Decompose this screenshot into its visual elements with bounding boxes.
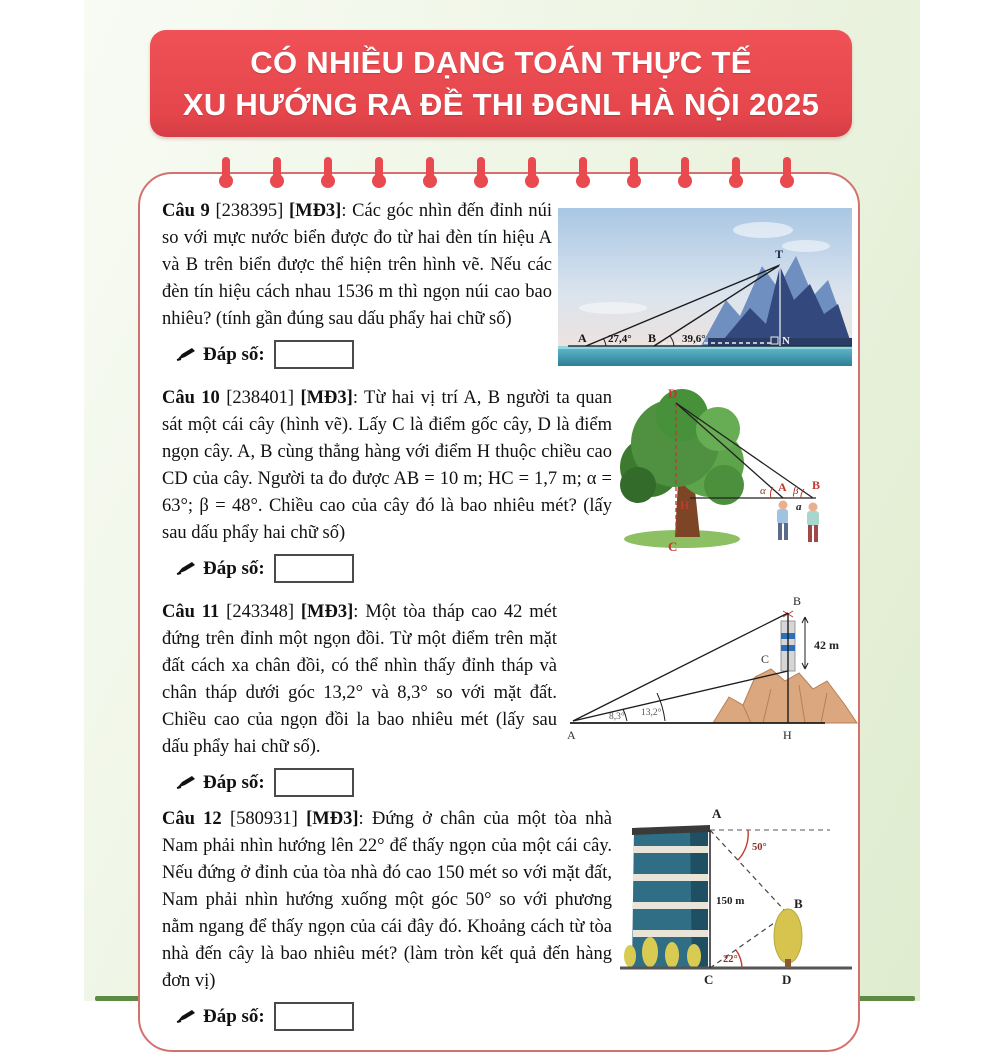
person-A-body: [777, 509, 788, 524]
figure-label-H: H: [783, 728, 792, 742]
binder-pin: [681, 157, 689, 181]
question-12: [162, 806, 858, 1031]
banner-line-2: XU HƯỚNG RA ĐỀ THI ĐGNL HÀ NỘI 2025: [182, 86, 820, 122]
tree-diagram: [620, 385, 858, 553]
person-B-legs: [814, 525, 818, 542]
answer-label: Đáp số:: [203, 771, 265, 793]
figure-label-A: A: [778, 480, 787, 494]
question-id: [238395]: [215, 201, 284, 221]
question-9: [162, 198, 858, 376]
person-B-head: [809, 503, 818, 512]
question-level: [MĐ3]: [300, 602, 354, 622]
title-banner: [150, 30, 852, 137]
figure-angle-B: 39,6°: [682, 333, 706, 345]
binder-pin: [222, 157, 230, 181]
figure-label-ab: a: [796, 501, 802, 513]
answer-label: Đáp số:: [203, 343, 265, 365]
question-number: Câu 10: [162, 388, 220, 408]
cloud: [579, 302, 647, 314]
binder-pin: [630, 157, 638, 181]
tree-crown: [774, 909, 802, 963]
building-stripe: [633, 874, 708, 881]
figure-label-C: C: [761, 652, 770, 666]
person-B-body: [807, 511, 819, 526]
cloud: [733, 222, 793, 238]
tree-foliage: [704, 465, 744, 505]
figure-label-A: A: [567, 728, 576, 742]
answer-label: Đáp số:: [203, 557, 265, 579]
pen-icon: [176, 775, 196, 790]
cloud: [782, 240, 830, 252]
question-level: [MĐ3]: [306, 809, 359, 829]
question-10: [162, 385, 858, 590]
person-B-legs: [808, 525, 812, 542]
figure-angle-A: 27,4°: [608, 333, 632, 345]
question-id: [243348]: [226, 602, 294, 622]
answer-row: [176, 554, 858, 583]
binder-pin: [528, 157, 536, 181]
question-11: [162, 594, 858, 797]
figure-label-C: C: [668, 539, 678, 554]
hill-tower-diagram: [565, 593, 857, 743]
question-10-text: [162, 385, 612, 547]
binder-pin: [579, 157, 587, 181]
answer-box: [274, 1002, 354, 1031]
bush: [687, 944, 701, 968]
binder-pin: [273, 157, 281, 181]
binder-pin: [477, 157, 485, 181]
figure-label-42m: 42 m: [814, 638, 839, 652]
question-level: [MĐ3]: [300, 388, 353, 408]
pen-icon: [176, 347, 196, 362]
question-number: Câu 12: [162, 809, 222, 829]
binder-pin: [783, 157, 791, 181]
answer-row: [176, 1002, 858, 1031]
question-11-figure: [565, 593, 857, 748]
person-A-legs: [784, 523, 788, 540]
question-9-figure: [558, 208, 852, 371]
binder-pin: [324, 157, 332, 181]
bush: [665, 942, 679, 968]
tree-foliage: [696, 407, 740, 451]
question-12-figure: [620, 806, 858, 994]
answer-row: [176, 768, 858, 797]
tree-trunk: [785, 959, 791, 968]
building-stripe: [633, 846, 708, 853]
figure-angle-large: 13,2°: [641, 708, 662, 718]
figure-label-A: A: [578, 331, 587, 345]
question-level: [MĐ3]: [288, 201, 342, 221]
building-stripe: [633, 902, 708, 909]
hill: [713, 669, 857, 723]
question-body: : Một tòa tháp cao 42 mét đứng trên đỉnh một ngọn đồi. Từ một điểm trên mặt đất cách xa chân đồi, có thể nhìn thấy đỉnh tháp và chân tháp dưới góc 13,2° và 8,3° so với mặt đất. Chiều cao của ngọn đồi la bao nhiêu mét (lấy sau dấu phẩy hai chữ số).: [162, 602, 557, 757]
binder-pin: [426, 157, 434, 181]
question-id: [238401]: [226, 388, 295, 408]
questions-card: [138, 172, 860, 1052]
question-id: [580931]: [229, 809, 298, 829]
answer-label: Đáp số:: [203, 1005, 265, 1027]
figure-label-B: B: [812, 478, 821, 492]
answer-box: [274, 768, 354, 797]
question-12-text: [162, 806, 612, 995]
pen-icon: [176, 1009, 196, 1024]
question-number: Câu 9: [162, 201, 210, 221]
figure-label-D: D: [782, 972, 792, 987]
figure-label-alpha: α: [760, 485, 766, 497]
pen-icon: [176, 561, 196, 576]
figure-angle-50: 50°: [752, 842, 767, 853]
figure-label-B: B: [793, 594, 802, 608]
question-number: Câu 11: [162, 602, 220, 622]
figure-label-A: A: [712, 806, 722, 821]
figure-label-T: T: [775, 247, 784, 261]
question-body: : Từ hai vị trí A, B người ta quan sát một cái cây (hình vẽ). Lấy C là điểm gốc cây, D là điểm ngọn cây. A, B cùng thẳng hàng với điểm H thuộc chiều cao CD của cây. Người ta đo được AB = 10 m; HC = 1,7 m; α = 63°; β = 48°. Chiều cao của cây đó là bao nhiêu mét? (lấy sau dấu phẩy hai chữ số): [162, 388, 613, 543]
mountain-diagram: [558, 208, 852, 366]
figure-label-beta: β: [793, 485, 799, 497]
figure-angle-22: 22°: [723, 954, 738, 965]
figure-label-B: B: [648, 331, 657, 345]
binder-pin: [375, 157, 383, 181]
angle-arc-50: [738, 830, 748, 860]
question-11-text: [162, 599, 557, 761]
question-9-text: [162, 198, 552, 333]
figure-angle-small: 8,3°: [609, 712, 625, 722]
dashed-line-CB: [710, 916, 784, 968]
question-body: : Đứng ở chân của một tòa nhà Nam phải nhìn hướng lên 22° để thấy ngọn của một cái cây. Nếu đứng ở đỉnh của tòa nhà đó cao 150 mét so với mặt đất, Nam phải nhìn hướng xuống một góc 50° so với phương nằm ngang để thấy ngọn của cái đây đó. Khoảng cách từ tòa nhà đến cây là bao nhiêu mét? (làm tròn kết quả đến hàng đơn vị): [162, 809, 613, 991]
answer-box: [274, 340, 354, 369]
person-A-head: [779, 501, 788, 510]
figure-label-B: B: [794, 896, 803, 911]
building-stripe: [633, 930, 708, 937]
question-10-figure: [620, 385, 858, 558]
binder-pin: [732, 157, 740, 181]
bush: [642, 937, 658, 967]
bush: [624, 945, 636, 967]
building-tree-diagram: [620, 806, 858, 989]
banner-line-1: CÓ NHIỀU DẠNG TOÁN THỰC TẾ: [250, 44, 752, 80]
question-body: : Các góc nhìn đến đỉnh núi so với mực nước biển được đo từ hai đèn tín hiệu A và B trên biển được thể hiện trên hình vẽ. Nếu các đèn tín hiệu cách nhau 1536 m thì ngọn núi cao bao nhiêu? (tính gần đúng sau dấu phẩy hai chữ số): [162, 201, 553, 329]
figure-label-H: H: [680, 498, 690, 512]
figure-label-N: N: [782, 335, 790, 347]
figure-label-D: D: [668, 386, 678, 401]
answer-box: [274, 554, 354, 583]
figure-label-C: C: [704, 972, 714, 987]
tree-foliage: [620, 467, 656, 503]
figure-label-150m: 150 m: [716, 895, 745, 907]
person-A-legs: [778, 523, 782, 540]
